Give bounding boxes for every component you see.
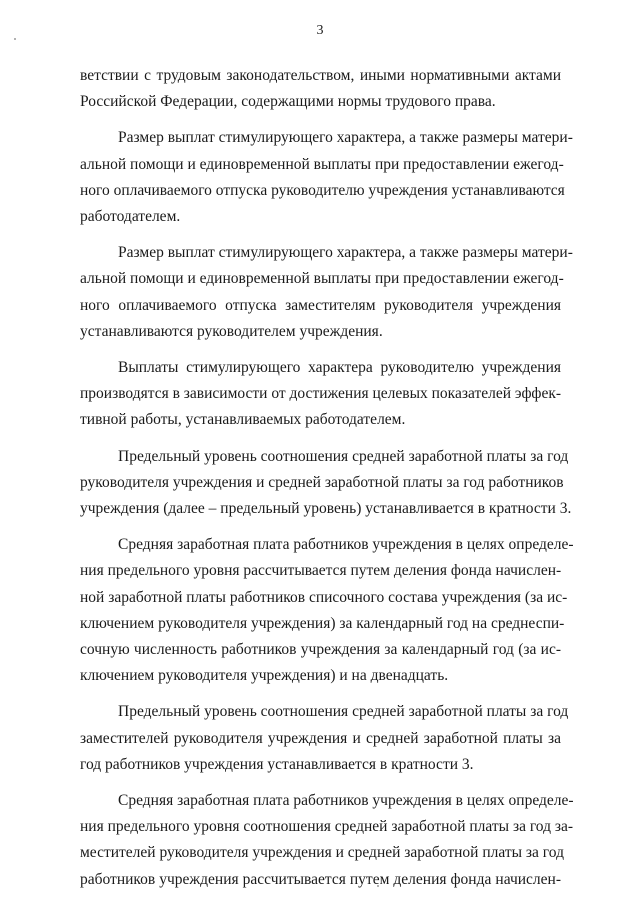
paragraph-line: ключением руководителя учреждения) и на двенадцать. [80,667,449,685]
paragraph-line: сочную численность работников учреждения за календарный год (за ис- [80,641,561,659]
paragraph-line: устанавливаются руководителем учреждения. [80,322,383,340]
paragraph [80,240,573,345]
paragraph-line: альной помощи и единовременной выплаты при предоставлении ежегод- [80,155,564,173]
paragraph-line: ного оплачиваемого отпуска руководителю учреждения устанавливаются [80,181,565,199]
paragraph-line: учреждения (далее – предельный уровень) устанавливается в кратности 3. [80,500,572,518]
paragraph-line: Российской Федерации, содержащими нормы трудового права. [80,93,496,111]
paragraph [80,444,572,523]
paragraph [80,699,569,778]
paragraph-line: Выплаты стимулирующего характера руководителю учреждения [118,359,561,377]
paragraph [80,125,573,230]
paragraph-line: ной заработной платы работников списочного состава учреждения (за ис- [80,588,568,606]
paragraph-line: альной помощи и единовременной выплаты при предоставлении ежегод- [80,270,564,288]
paragraph-line: производятся в зависимости от достижения целевых показателей эффек- [80,385,562,403]
paragraph-line: ния предельного уровня рассчитывается путем деления фонда начислен- [80,562,562,580]
paragraph-line: руководителя учреждения и средней заработной платы за год работников [80,473,564,491]
paragraph-line: местителей руководителя учреждения и средней заработной платы за год [80,844,564,862]
paragraph [80,532,574,689]
paragraph-line: работников учреждения рассчитывается путем деления фонда начислен- [80,870,561,888]
paragraph-line: Размер выплат стимулирующего характера, а также размеры матери- [118,129,573,147]
paragraph-line: ного оплачиваемого отпуска заместителям руководителя учреждения [80,296,561,314]
paragraph [80,788,574,893]
paragraph-line: Предельный уровень соотношения средней заработной платы за год [118,703,569,721]
paragraph-line: ключением руководителя учреждения) за календарный год на среднеспи- [80,614,565,632]
paragraph-line: Предельный уровень соотношения средней заработной платы за год [118,447,569,465]
paragraph-line: год работников учреждения устанавливается в кратности 3. [80,755,474,773]
paragraph-line: работодателем. [80,208,181,226]
paragraph-line: тивной работы, устанавливаемых работодателем. [80,411,406,429]
paragraph [80,355,561,434]
page-number: 3 [316,23,324,38]
document-body [80,63,574,903]
paragraph-line: заместителей руководителя учреждения и средней заработной платы за [80,729,561,747]
paragraph-line: Средняя заработная плата работников учреждения в целях определе- [118,792,574,810]
paragraph-line: ветствии с трудовым законодательством, иными нормативными актами [80,67,561,84]
paragraph-line: Размер выплат стимулирующего характера, а также размеры матери- [118,244,573,262]
paragraph-line: ния предельного уровня соотношения средней заработной платы за год за- [80,818,574,836]
paragraph-line: Средняя заработная плата работников учреждения в целях определе- [118,536,574,554]
paragraph [80,63,561,115]
